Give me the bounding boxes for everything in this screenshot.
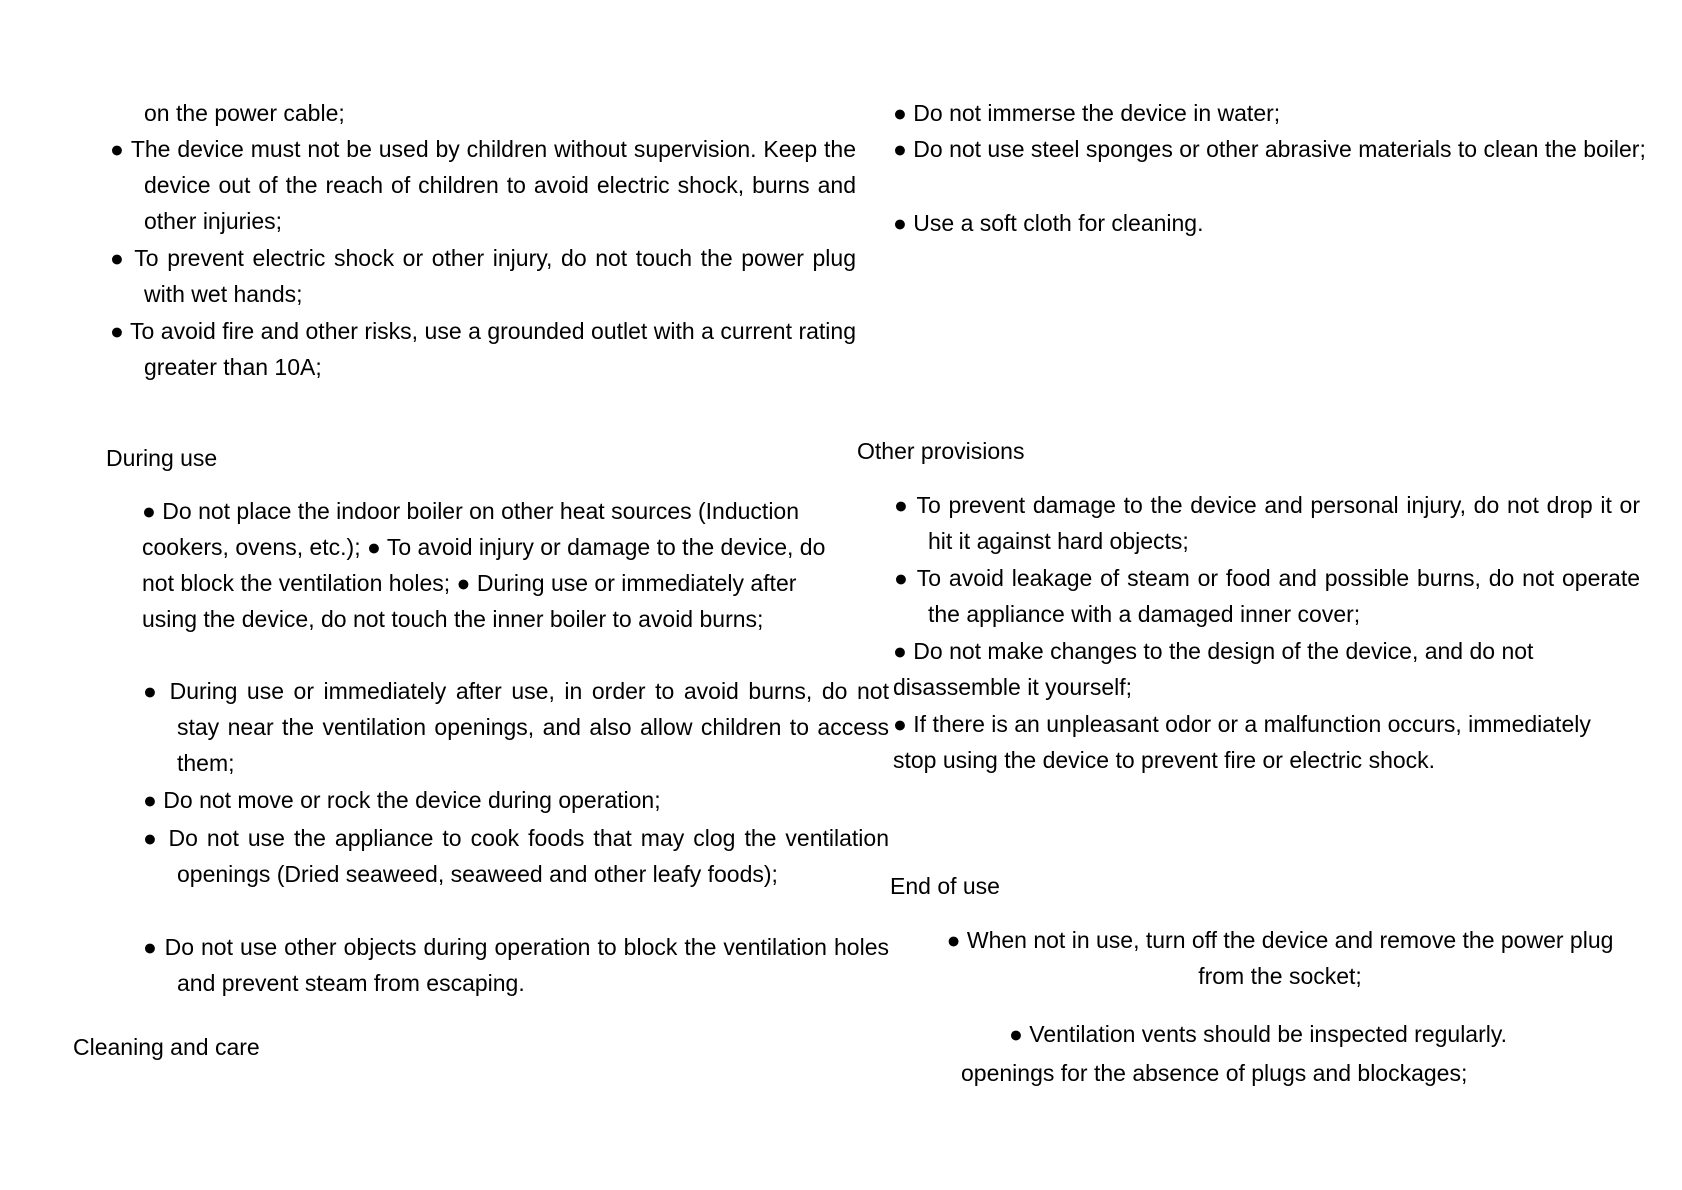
list-item: ● During use or immediately after use, in order to avoid burns, do not stay near the ventilation openings, and also allow children to access them; <box>143 678 889 776</box>
list-item: ● The device must not be used by children without supervision. Keep the device out of the reach of children to avoid electric shock, burns and other injuries; <box>110 136 856 234</box>
list-item: ● To prevent damage to the device and personal injury, do not drop it or hit it against hard objects; <box>894 492 1640 554</box>
section-heading-other-provisions: Other provisions <box>857 438 1025 464</box>
list-item: ● When not in use, turn off the device and remove the power plug from the socket; <box>946 927 1614 989</box>
list-item: ● Ventilation vents should be inspected regularly. <box>1009 1021 1508 1047</box>
list-item: ● Do not move or rock the device during operation; <box>143 787 661 813</box>
list-item: ● Use a soft cloth for cleaning. <box>893 210 1204 236</box>
list-item: ● Do not use other objects during operation to block the ventilation holes and prevent steam from escaping. <box>143 934 889 996</box>
list-item: ● Do not use the appliance to cook foods that may clog the ventilation openings (Dried seaweed, seaweed and other leafy foods); <box>143 825 889 887</box>
section-heading-during-use: During use <box>106 445 218 471</box>
list-item: ● Do not make changes to the design of the device, and do not disassemble it yourself; <box>893 638 1534 700</box>
list-item-continuation: openings for the absence of plugs and blockages; <box>961 1060 1468 1086</box>
list-item: ● If there is an unpleasant odor or a malfunction occurs, immediately stop using the device to prevent fire or electric shock. <box>893 711 1591 773</box>
list-item: ● Do not use steel sponges or other abrasive materials to clean the boiler; <box>893 136 1646 162</box>
list-item: ● Do not immerse the device in water; <box>893 100 1281 126</box>
list-item: ● To avoid leakage of steam or food and possible burns, do not operate the appliance with a damaged inner cover; <box>894 565 1640 627</box>
section-heading-end-of-use: End of use <box>890 873 1000 899</box>
list-item: ● To avoid fire and other risks, use a grounded outlet with a current rating greater than 10A; <box>110 318 856 380</box>
section-heading-cleaning: Cleaning and care <box>73 1034 260 1060</box>
list-item: ● To prevent electric shock or other injury, do not touch the power plug with wet hands; <box>110 245 856 307</box>
during-use-paragraph: ● Do not place the indoor boiler on other heat sources (Induction cookers, ovens, etc.); ● To avoid injury or damage to the device, do not block the ventilation holes; ● During use or immediately after using the device, do not touch the inner boiler to avoid burns; <box>142 498 826 632</box>
continuation-text: on the power cable; <box>144 100 345 126</box>
